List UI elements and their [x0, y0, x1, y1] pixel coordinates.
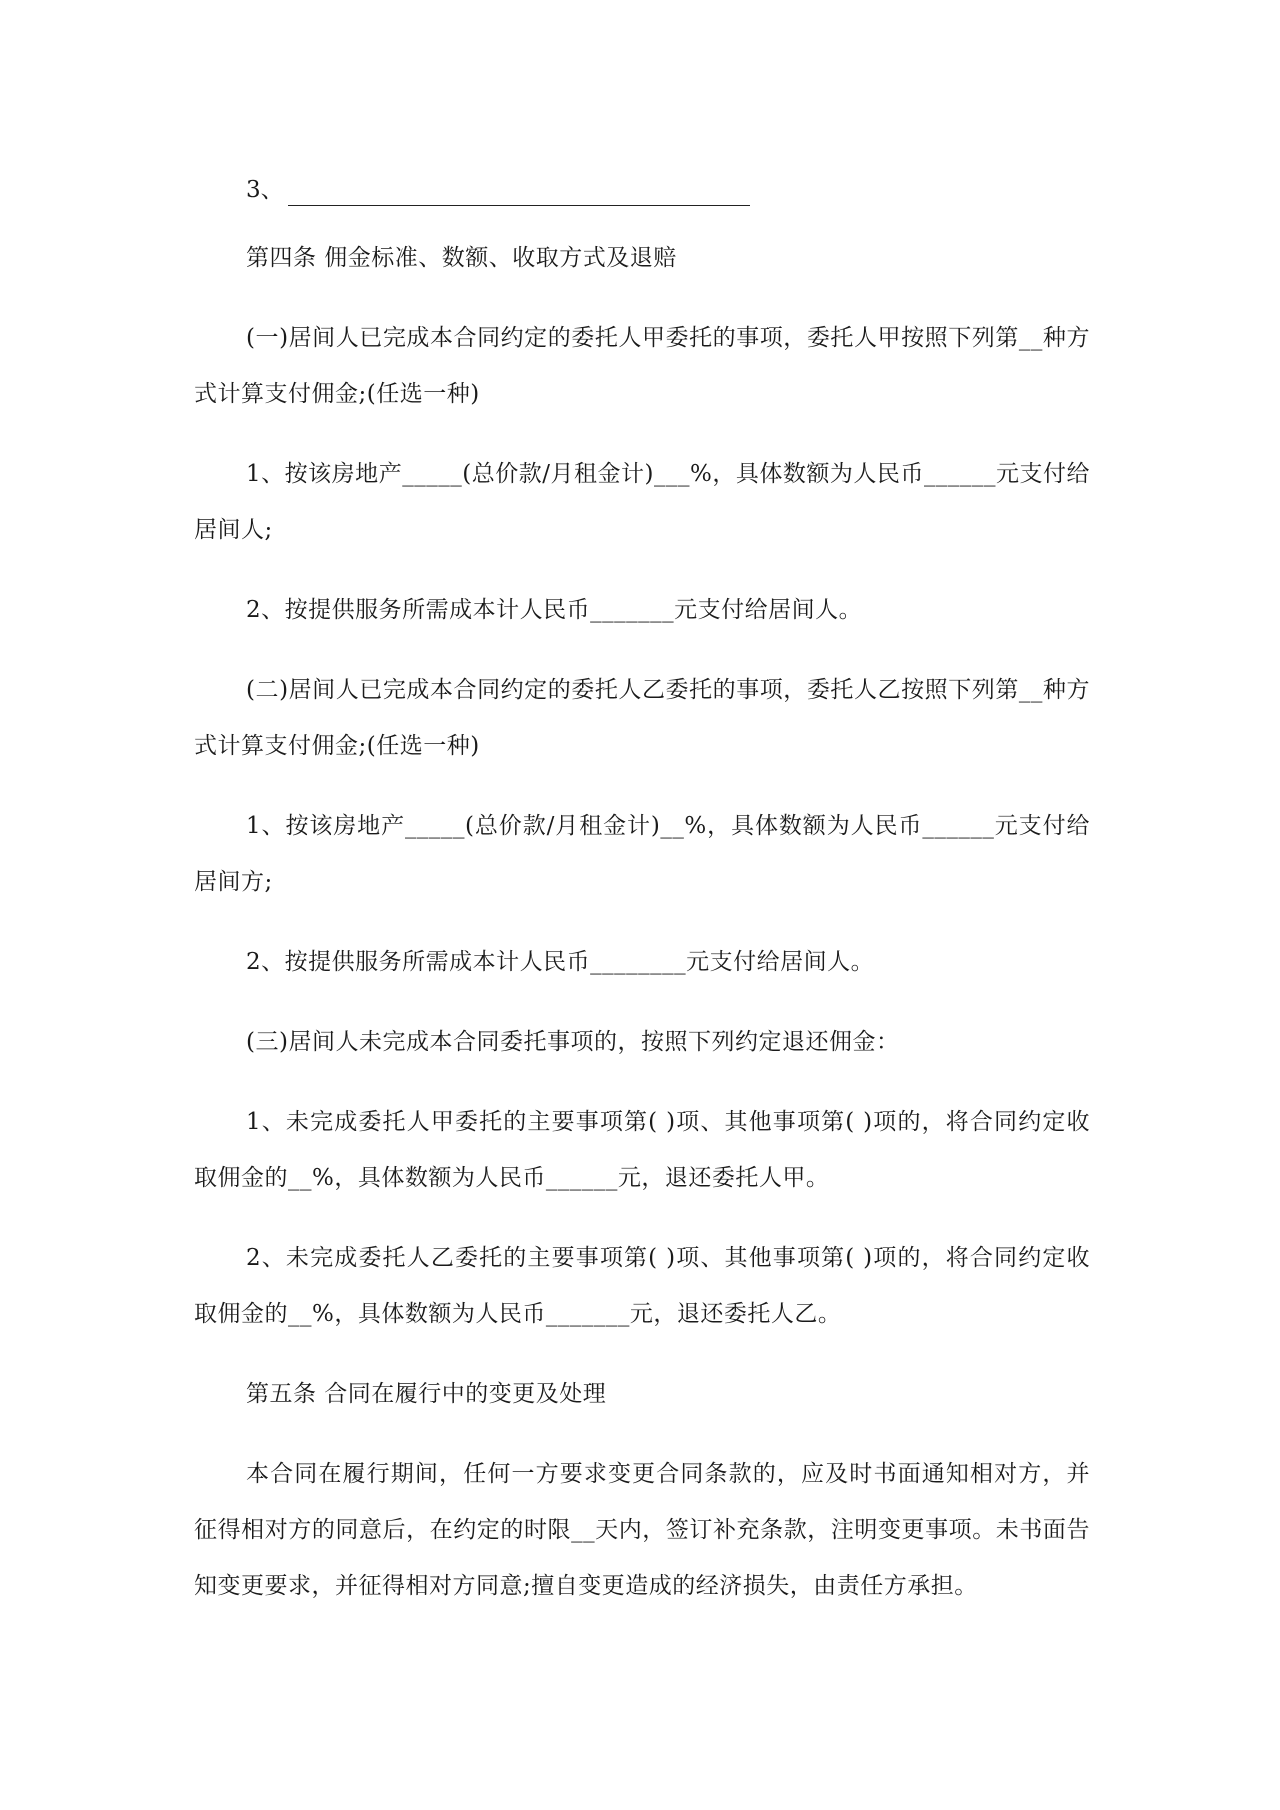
article-4-paragraph-6: 2、按提供服务所需成本计人民币________元支付给居间人。 [246, 949, 875, 975]
article-4-paragraph-4: (二)居间人已完成本合同约定的委托人乙委托的事项，委托人乙按照下列第__种方式计算支付佣金;(任选一种) [194, 677, 1090, 759]
item-3-number: 3、 [246, 177, 284, 203]
article-4-paragraph-9: 2、未完成委托人乙委托的主要事项第( )项、其他事项第( )项的，将合同约定收取佣金的__%，具体数额为人民币_______元，退还委托人乙。 [194, 1245, 1090, 1327]
article-4-paragraph-3: 2、按提供服务所需成本计人民币_______元支付给居间人。 [246, 597, 863, 623]
article-4-title: 第四条 佣金标准、数额、收取方式及退赔 [246, 245, 677, 271]
article-5-title: 第五条 合同在履行中的变更及处理 [246, 1381, 607, 1407]
article-4-paragraph-1: (一)居间人已完成本合同约定的委托人甲委托的事项，委托人甲按照下列第__种方式计算支付佣金;(任选一种) [194, 325, 1090, 407]
article-4-paragraph-8: 1、未完成委托人甲委托的主要事项第( )项、其他事项第( )项的，将合同约定收取佣金的__%，具体数额为人民币______元，退还委托人甲。 [194, 1109, 1090, 1191]
document-content [194, 150, 1090, 1638]
article-4-paragraph-7: (三)居间人未完成本合同委托事项的，按照下列约定退还佣金： [246, 1029, 900, 1055]
item-3-blank [194, 150, 1090, 206]
article-4-paragraph-5: 1、按该房地产_____(总价款/月租金计)__%，具体数额为人民币______元支付给居间方; [194, 813, 1090, 895]
article-5-paragraph-1: 本合同在履行期间，任何一方要求变更合同条款的，应及时书面通知相对方，并征得相对方的同意后，在约定的时限__天内，签订补充条款，注明变更事项。未书面告知变更要求，并征得相对方同意;擅自变更造成的经济损失，由责任方承担。 [194, 1461, 1090, 1599]
article-4-paragraph-2: 1、按该房地产_____(总价款/月租金计)___%，具体数额为人民币______元支付给居间人; [194, 461, 1090, 543]
fill-in-blank-line [288, 183, 750, 206]
